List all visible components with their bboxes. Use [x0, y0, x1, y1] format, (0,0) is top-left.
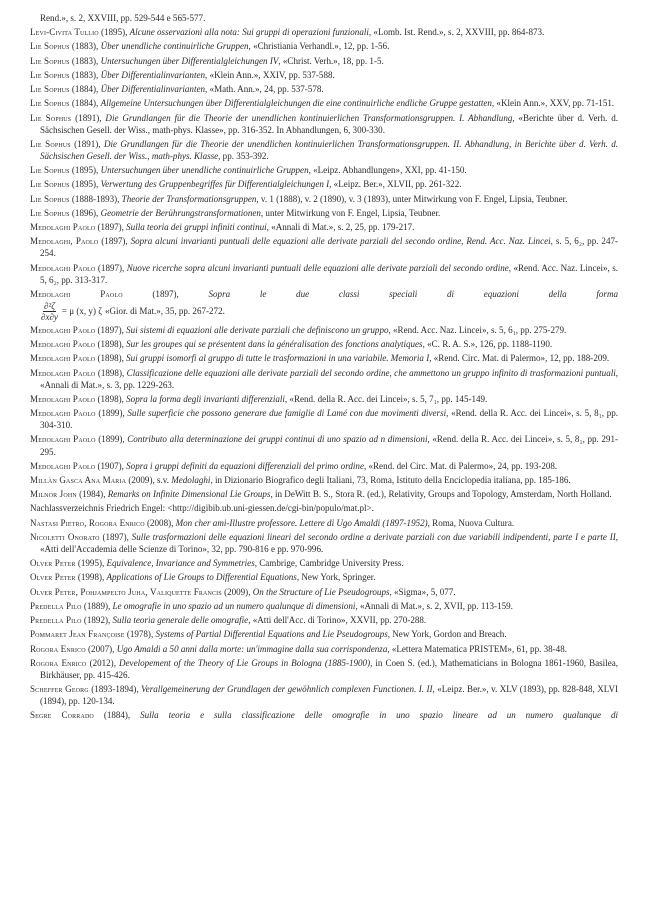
reference-author: Lie Sophus [30, 179, 70, 190]
reference-author: Lie Sophus [30, 98, 70, 109]
reference-publication: , «Rend. della R. Acc. dei Lincei», s. 5, 8₁, pp. 291-295. [40, 434, 618, 457]
reference-title: Applications of Lie Groups to Differential Equations [106, 572, 297, 583]
reference-author: Segre Corrado [30, 710, 94, 721]
reference-author: Medolaghi Paolo [30, 339, 96, 350]
reference-entry [30, 433, 618, 457]
reference-year: (1893-1894), [88, 684, 142, 695]
reference-publication: , in Dizionario Biografico degli Italiani, 73, Roma, Istituto della Enciclopedia italiana, pp. 185-186. [210, 475, 571, 485]
reference-entry [30, 517, 618, 529]
reference-year: (1895), [69, 179, 101, 190]
reference-title: Verwertung des Gruppenbegriffes für Differentialgleichungen I [100, 179, 330, 190]
reference-entry [30, 55, 618, 67]
reference-publication: , «Annali di Mat.», s. 2, XVII, pp. 113-159. [355, 600, 513, 611]
reference-publication: , «Rend. Circ. Mat. di Palermo», 12, pp. 188-209. [429, 353, 610, 364]
reference-title: Sulla teoria e sulla classificazione delle omografie in uno spazio lineare ad un numero qualunque di [140, 710, 619, 721]
reference-author: Nicoletti Onorato [30, 531, 100, 542]
reference-title: Sui sistemi di equazioni alle derivate parziali che definiscono un gruppo [126, 324, 389, 335]
reference-publication: , «Rend. del Circ. Mat. di Palermo», 24, pp. 193-208. [363, 460, 558, 471]
reference-entry [30, 138, 618, 162]
reference-author: Lie Sophus [30, 112, 72, 123]
reference-publication: , «Berichte über d. Verh. d. Sächsischen Gesell. der Wiss., math-phys. Klasse», pp. 316-352. In Abhandlungen, 6, 300-330. [40, 112, 619, 135]
reference-author: Predella Pilo [30, 600, 82, 611]
reference-title: Theorie der Transformationsgruppen [121, 193, 257, 204]
reference-entry [30, 600, 618, 612]
reference-author: Milnor John [30, 489, 77, 500]
reference-year: (1995), [75, 558, 107, 569]
reference-author: Pommaret Jean Françoise [30, 629, 125, 640]
reference-title: Mon cher ami-Illustre professore. Lettere di Ugo Amaldi (1897-1952) [175, 517, 428, 528]
reference-author: Lie Sophus [30, 193, 70, 204]
reference-entry [30, 557, 618, 569]
reference-year: (1888-1893), [69, 193, 122, 204]
reference-entry [30, 235, 618, 259]
reference-author: Medolaghi Paolo [30, 353, 96, 364]
reference-title: Sur les groupes qui se présentent dans la généralisation des fonctions analytiques [126, 339, 423, 350]
reference-author: Rogora Enrico [30, 643, 86, 654]
reference-author: Medolaghi Paolo [30, 408, 96, 419]
reference-publication: , «Leipz. Abhandlungen», XXI, pp. 41-150. [308, 165, 467, 176]
reference-title: Remarks on Infinite Dimensional Lie Groups [107, 489, 271, 500]
reference-author: Medolaghi Paolo [30, 288, 123, 299]
reference-author: Predella Pilo [30, 615, 82, 626]
reference-publication: , «Atti dell'Accademia delle Scienze di Torino», 32, pp. 790-816 e pp. 970-996. [40, 531, 618, 554]
reference-publication: , «Atti dell'Acc. di Torino», XXVII, pp. 270-288. [248, 615, 427, 626]
reference-entry [30, 262, 618, 286]
reference-first-line: Medolaghi Paolo (1897), Sopra le due classi speciali di equazioni della forma [30, 288, 619, 299]
formula-numerator: ∂²ζ [44, 300, 55, 311]
reference-year: (1897), [95, 324, 127, 335]
reference-publication: , «Lettera Matematica PRISTEM», 61, pp. 38-48. [387, 643, 567, 654]
reference-entry [30, 393, 618, 405]
reference-author: Rogora Enrico [30, 657, 87, 668]
reference-author: Medolaghi Paolo [30, 222, 96, 233]
reference-title: Alcune osservazioni alla nota: Sui gruppi di operazioni funzionali [129, 27, 369, 38]
reference-title: Sulle trasformazioni delle equazioni lineari del secondo ordine a derivate parziali con due variabili indipendenti, parte I e parte II [131, 531, 616, 542]
reference-publication: , «Klein Ann.», XXV, pp. 71-151. [491, 98, 615, 109]
reference-entry [30, 83, 618, 95]
bibliography-page [30, 12, 618, 724]
reference-entry [30, 338, 618, 350]
reference-author: Olver Peter [30, 558, 76, 569]
reference-year: (1897), [95, 222, 127, 233]
reference-year: (1998), [75, 572, 107, 583]
reference-entry [30, 352, 618, 364]
reference-year: (1884), [93, 710, 141, 721]
reference-title: Allgemeine Untersuchungen über Differentialgleichungen die eine continuirliche endliche Gruppe gestatten [100, 98, 492, 109]
reference-publication: , in Coen S. (ed.), Mathematicians in Bologna 1861-1960, Basilea, Birkhäuser, pp. 415-426. [40, 657, 618, 680]
reference-title: Ugo Amaldi a 50 anni dalla morte: un'immagine dalla sua corrispondenza [116, 643, 388, 654]
reference-entry [30, 178, 618, 190]
reference-year: (1895), [69, 165, 101, 176]
reference-entry [30, 207, 618, 219]
reference-year: (1899), [95, 434, 128, 445]
reference-publication: , «Annali di Mat.», s. 3, pp. 1229-263. [40, 367, 619, 390]
reference-year: (1892), [81, 615, 113, 626]
reference-author: Nastasi Pietro, Rogora Enrico [30, 517, 145, 528]
reference-author: Olver Peter, Pohjampelto Juha, Valiquette Francis [30, 586, 222, 597]
reference-year: (1984), [76, 489, 108, 500]
reference-title: Developement of the Theory of Lie Groups in Bologna (1885-1900) [119, 657, 371, 668]
reference-year: (1897), [98, 236, 131, 247]
reference-title: Sulle superficie che possono generare due famiglie di Lamé con due movimenti diversi [127, 408, 447, 419]
reference-year: (2012), [86, 657, 119, 668]
reference-title: Systems of Partial Differential Equations and Lie Pseudogroups [155, 629, 388, 640]
reference-year: (1883), [69, 69, 101, 80]
reference-author: Scheffer Georg [30, 684, 89, 695]
reference-author: Medolaghi Paolo [30, 434, 96, 445]
reference-year: (1889), [81, 600, 113, 611]
reference-title: Sopra alcuni invarianti puntuali delle equazioni alle derivate parziali del secondo ordine, Rend. Acc. Naz. Lincei [130, 236, 551, 247]
reference-title: Medolaghi [171, 475, 211, 485]
reference-title: Die Grundlangen für die Theorie der unendlichen kontinuierlichen Transformationsgruppen. II. Abhandlung, in Berichte über d. Verh. d. Sächsischen Gesell. der Wiss., math-phys. Klasse [40, 138, 619, 161]
reference-text: Rend.», s. 2, XXVIII, pp. 529-544 e 565-577. [40, 13, 206, 23]
reference-journal-info: «Gior. di Mat.», 35, pp. 267-272. [104, 306, 225, 317]
reference-publication: , v. 1 (1888), v. 2 (1890), v. 3 (1893), unter Mitwirkung von F. Engel, Lipsia, Teubner. [256, 193, 568, 204]
reference-publication: , Cambrige, Cambridge University Press. [254, 558, 404, 569]
reference-entry [30, 643, 618, 655]
reference-title: Über Differentialinvarianten [100, 69, 206, 80]
reference-entry [30, 488, 618, 500]
reference-entry [30, 657, 618, 681]
reference-year: (1896), [69, 207, 101, 218]
reference-author: Lie Sophus [30, 55, 70, 66]
formula-denominator: ∂x∂y [41, 311, 58, 322]
reference-year: (1907), [95, 460, 127, 471]
reference-title: Sopra la forma degli invarianti differenziali [126, 393, 285, 404]
reference-author: Medolaghi Paolo [30, 262, 96, 273]
reference-year: (1899), [95, 408, 128, 419]
reference-text: Nachlassverzeichnis Friedrich Engel: <http://digibib.ub.uni-giessen.de/cgi-bin/populo/mat.pl>. [30, 503, 374, 514]
reference-entry [30, 460, 618, 472]
reference-year: (1898), [95, 367, 127, 378]
reference-title: Sulla teoria dei gruppi infiniti continui [126, 222, 267, 233]
reference-year: (1883), [69, 41, 101, 52]
reference-publication: , unter Mitwirkung von F. Engel, Lipsia, Teubner. [260, 207, 441, 218]
reference-list-part-2 [30, 324, 618, 721]
reference-title: Contributo alla determinazione dei gruppi continui di uno spazio ad n dimensioni [127, 434, 428, 445]
reference-publication: , «Leipz. Ber.», v. XLV (1893), pp. 828-848, XLVI (1894), pp. 120-134. [40, 684, 618, 707]
reference-publication: , «Rend. della R. Acc. dei Lincei», s. 5, 7₁, pp. 145-149. [284, 393, 488, 404]
reference-year: (1978), [124, 629, 156, 640]
reference-publication: , pp. 353-392. [218, 150, 269, 161]
reference-year: (1884), [69, 98, 101, 109]
reference-author: Lie Sophus [30, 138, 71, 149]
reference-publication: , «Math. Ann.», 24, pp. 537-578. [205, 84, 324, 95]
reference-title: Classificazione delle equazioni alle derivate parziali del secondo ordine, che ammettono un gruppo infinito di trasformazioni puntuali [126, 367, 616, 378]
reference-publication: , «Lomb. Ist. Rend.», s. 2, XXVIII, pp. 864-873. [368, 27, 545, 38]
reference-entry [30, 502, 618, 514]
reference-title: Über unendliche continuirliche Gruppen [100, 41, 249, 52]
reference-year: (2008), [144, 517, 176, 528]
reference-author: Levi-Civita Tullio [30, 27, 99, 38]
reference-publication: , New York, Gordon and Breach. [387, 629, 507, 640]
reference-entry [30, 164, 618, 176]
reference-entry [30, 628, 618, 640]
reference-entry [30, 367, 618, 391]
reference-entry [30, 221, 618, 233]
reference-title: Equivalence, Invariance and Symmetries [106, 558, 255, 569]
reference-title: Le omografie in uno spazio ad un numero qualunque di dimensioni [112, 600, 356, 611]
reference-year: (1898), [95, 339, 127, 350]
reference-year: (1898), [95, 393, 127, 404]
reference-title: Verallgemeinerung der Grundlagen der gewöhnlich complexen Functionen. I. II [141, 684, 433, 695]
reference-entry [30, 531, 618, 555]
reference-year: (1897), [95, 262, 127, 273]
reference-year: (1897), [99, 531, 132, 542]
reference-author: Medolaghi Paolo [30, 460, 96, 471]
reference-entry [30, 324, 618, 336]
reference-author: Medolaghi Paolo [30, 324, 96, 335]
reference-publication: , in DeWitt B. S., Stora R. (ed.), Relativity, Groups and Topology, Amsterdam, North Holland. [270, 489, 612, 500]
reference-title: Untersuchungen über Differentialgleichungen IV [100, 55, 279, 66]
reference-author: Millàn Gasca Ana Maria [30, 475, 127, 485]
reference-year: (2007), [85, 643, 117, 654]
reference-publication: , «Klein Ann.», XXIV, pp. 537-588. [205, 69, 335, 80]
reference-title: Über Differentialinvarianten [100, 84, 206, 95]
reference-list-part-1 [30, 12, 618, 286]
reference-entry [30, 193, 618, 205]
reference-author: Medolaghi, Paolo [30, 236, 99, 247]
reference-entry [30, 683, 618, 707]
reference-entry [30, 69, 618, 81]
reference-publication: , New York, Springer. [296, 572, 376, 583]
reference-author: Lie Sophus [30, 69, 70, 80]
reference-year: (1891), [70, 138, 104, 149]
reference-publication: , «Rend. Acc. Naz. Lincei», s. 5, 6₂, pp. 313-317. [40, 262, 619, 285]
reference-publication: , «C. R. A. S.», 126, pp. 1188-1190. [422, 339, 553, 350]
formula-fraction [40, 301, 59, 322]
reference-author: Medolaghi Paolo [30, 367, 96, 378]
reference-author: Lie Sophus [30, 165, 70, 176]
reference-author: Olver Peter [30, 572, 76, 583]
reference-title: Die Grundlangen für die Theorie der unendlichen kontinuierlichen Transformationsgruppen. I. Abhandlung [105, 112, 513, 123]
reference-title: Geometrie der Berührungstransformationen [100, 207, 261, 218]
reference-entry [30, 26, 618, 38]
reference-title: Sopra le due classi speciali di equazioni della forma [208, 288, 619, 299]
reference-year: (2009), s.v. [126, 475, 172, 485]
reference-title: Sulla teoria generale delle omografie [112, 615, 249, 626]
reference-year: (1883), [69, 55, 101, 66]
reference-entry [30, 614, 618, 626]
reference-publication: , «Rend. della R. Acc. dei Lincei», s. 5, 8₁, pp. 304-310. [40, 408, 619, 431]
formula-right-hand-side: = μ (x, y) ζ [61, 306, 102, 317]
reference-entry [30, 40, 618, 52]
reference-title: On the Structure of Lie Pseudogroups [252, 586, 390, 597]
reference-year: (2009), [221, 586, 253, 597]
reference-year: (1895), [98, 27, 130, 38]
reference-entry [30, 586, 618, 598]
reference-publication: , «Sigma», 5, 077. [389, 586, 456, 597]
reference-entry [30, 12, 618, 24]
reference-year: (1884), [69, 84, 101, 95]
reference-publication: , s. 5, 6₂, pp. 247-254. [40, 236, 619, 259]
reference-publication: , Roma, Nuova Cultura. [427, 517, 515, 528]
reference-publication: , «Rend. Acc. Naz. Lincei», s. 5, 6₁, pp. 275-279. [388, 324, 567, 335]
reference-author: Lie Sophus [30, 207, 70, 218]
reference-year: (1898), [95, 353, 127, 364]
reference-year: (1891), [71, 112, 106, 123]
reference-title: Untersuchungen über unendliche continuirliche Gruppen [100, 165, 309, 176]
reference-publication: , «Christiania Verhandl.», 12, pp. 1-56. [248, 41, 390, 52]
partial-differential-equation-formula [40, 301, 618, 322]
reference-entry [30, 97, 618, 109]
reference-title: Sopra i gruppi definiti da equazioni differenziali del primo ordine [126, 460, 364, 471]
reference-entry [30, 474, 618, 486]
reference-publication: , «Christ. Verh.», 18, pp. 1-5. [278, 55, 384, 66]
reference-author: Lie Sophus [30, 41, 70, 52]
reference-entry [30, 112, 618, 136]
reference-entry [30, 571, 618, 583]
reference-author: Lie Sophus [30, 84, 70, 95]
reference-entry-with-formula [30, 288, 618, 322]
reference-author: Medolaghi Paolo [30, 393, 96, 404]
reference-title: Nuove ricerche sopra alcuni invarianti puntuali delle equazioni alle derivate parziali del secondo ordine [126, 262, 509, 273]
reference-entry [30, 407, 618, 431]
reference-title: Sui gruppi isomorfi al gruppo di tutte le trasformazioni in una variabile. Memoria I [126, 353, 430, 364]
reference-publication: , «Annali di Mat.», s. 2, 25, pp. 179-217. [266, 222, 415, 233]
reference-publication: , «Leipz. Ber.», XLVII, pp. 261-322. [329, 179, 462, 190]
reference-entry [30, 709, 618, 721]
